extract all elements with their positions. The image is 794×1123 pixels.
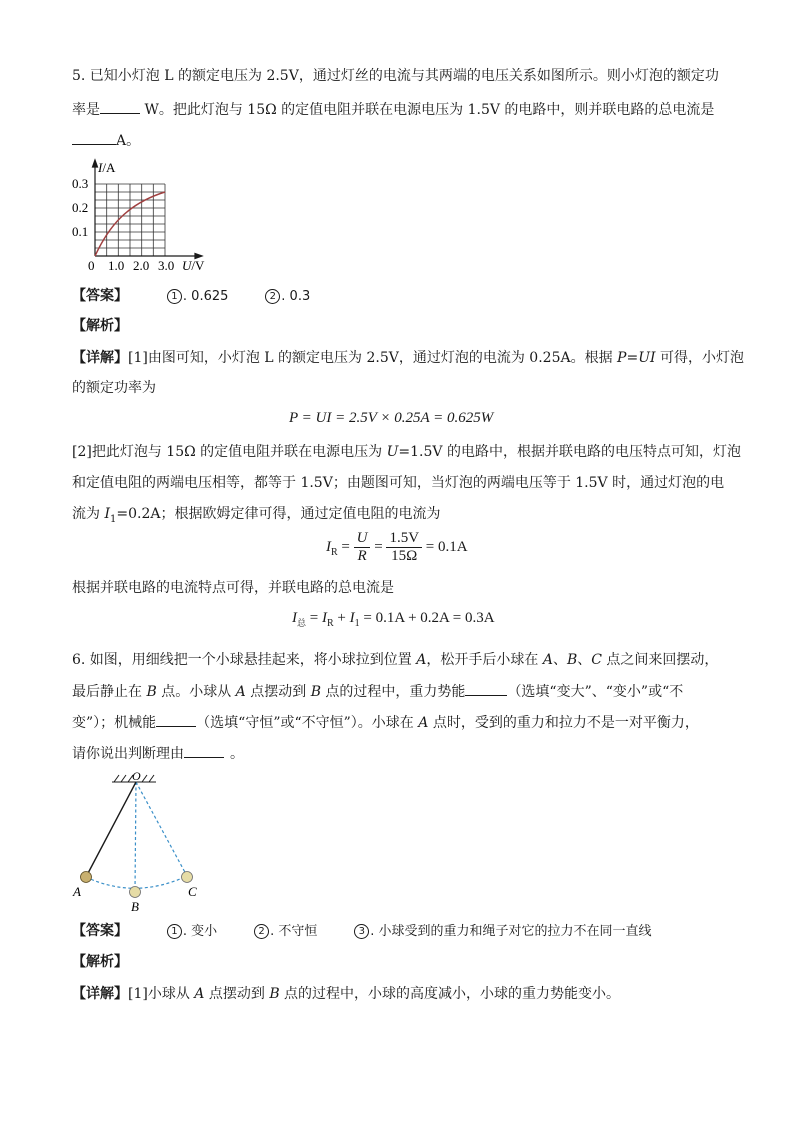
q6-analysis-tag: 【解析】 <box>72 954 128 970</box>
q5-detail-line2: 的额定功率为 <box>72 380 156 396</box>
q6-detail-line1: 【详解】[1]小球从 A 点摆动到 B 点的过程中，小球的高度减小，小球的重力势能变小。 <box>72 986 621 1002</box>
graph-xtick: 0 <box>88 258 95 273</box>
q5-equation-power: P = UI = 2.5V × 0.25A = 0.625W <box>289 410 494 426</box>
q5-answer-tag: 【答案】 <box>72 288 128 304</box>
q5-iu-graph <box>68 156 218 274</box>
q6-stem-line1: 6. 如图，用细线把一个小球悬挂起来，将小球拉到位置 A，松开手后小球在 A、B、C 点之间来回摆动， <box>72 652 719 668</box>
q5-stem-line1: 5. 已知小灯泡 L 的额定电压为 2.5V，通过灯丝的电流与其两端的电压关系如图所示。则小灯泡的额定功 <box>72 68 719 84</box>
q6-stem-line3: 变”）；机械能 （选填“守恒”或“不守恒”）。小球在 A 点时，受到的重力和拉力不是一对平衡力， <box>72 712 699 733</box>
q5-detail-line5: 流为 $I_1=0.2A$；根据欧姆定律可得，通过定值电阻的电流为 <box>72 506 441 525</box>
label-o: O <box>132 770 141 783</box>
q6-pendulum-diagram <box>68 770 208 912</box>
ball-b <box>130 887 141 898</box>
q5-answer: 【答案】 1 . 0.625 2 . 0.3 <box>72 288 311 304</box>
label-a: A <box>73 884 81 899</box>
q6-answer-tag: 【答案】 <box>72 923 128 939</box>
graph-xtick: 3.0 <box>158 258 175 273</box>
graph-grid <box>95 184 165 256</box>
label-c: C <box>188 884 197 899</box>
q6-answer: 【答案】 1 . 变小 2 . 不守恒 3 . 小球受到的重力和绳子对它的拉力不在同一直线 <box>72 923 652 939</box>
graph-ytick: 0.3 <box>72 176 89 191</box>
graph-ylabel: I/A <box>98 160 116 175</box>
q6-stem-line4: 请你说出判断理由 。 <box>72 743 244 764</box>
q5-detail-line6: 根据并联电路的电流特点可得，并联电路的总电流是 <box>72 580 394 596</box>
ball-a <box>81 872 92 883</box>
q5-stem-line3: A。 <box>72 130 140 151</box>
q6-blank-potential-energy[interactable] <box>465 681 507 696</box>
q6-answer1-number: 1 <box>167 924 182 939</box>
q5-answer2-number: 2 <box>265 289 280 304</box>
q5-detail-line3: [2]把此灯泡与 15Ω 的定值电阻并联在电源电压为 U=1.5V 的电路中，根据并联电路的电压特点可知，灯泡 <box>72 444 741 460</box>
q5-stem-line2: 率是 W。把此灯泡与 15Ω 的定值电阻并联在电源电压为 1.5V 的电路中，则并联电路的总电流是 <box>72 99 714 120</box>
q5-equation-resistor-current: $I_R$ = $\frac{U}{R}$ = $\frac{1.5V}{15\Omega}$ = 0.1A <box>326 530 468 564</box>
graph-xlabel: U/V <box>182 258 205 273</box>
graph-ytick: 0.1 <box>72 224 89 239</box>
q5-answer1-number: 1 <box>167 289 182 304</box>
q5-equation-total-current: $I_总 = I_R + I_1 = 0.1A + 0.2A = 0.3A$ <box>292 610 495 629</box>
q6-answer3-number: 3 <box>354 924 369 939</box>
graph-ytick: 0.2 <box>72 200 89 215</box>
graph-xtick: 2.0 <box>133 258 150 273</box>
q5-blank-current[interactable] <box>72 130 116 145</box>
q6-answer2-number: 2 <box>254 924 269 939</box>
dashed-paths <box>86 782 187 891</box>
label-b: B <box>131 899 139 912</box>
q6-blank-reason[interactable] <box>184 743 224 758</box>
q6-stem-line2: 最后静止在 B 点。小球从 A 点摆动到 B 点的过程中，重力势能 （选填“变大”、“变小”或“不 <box>72 681 683 702</box>
q5-blank-power[interactable] <box>100 99 140 114</box>
q5-analysis-tag: 【解析】 <box>72 318 128 334</box>
graph-xtick: 1.0 <box>108 258 125 273</box>
q5-detail-line1: 【详解】[1]由图可知，小灯泡 L 的额定电压为 2.5V，通过灯泡的电流为 0.25A。根据 P=UI 可得，小灯泡 <box>72 350 744 366</box>
q6-blank-mechanical-energy[interactable] <box>156 712 196 727</box>
rope-to-a <box>86 782 136 877</box>
ball-c <box>182 872 193 883</box>
q5-detail-line4: 和定值电阻的两端电压相等，都等于 1.5V；由题图可知，当灯泡的两端电压等于 1.5V 时，通过灯泡的电 <box>72 475 725 491</box>
